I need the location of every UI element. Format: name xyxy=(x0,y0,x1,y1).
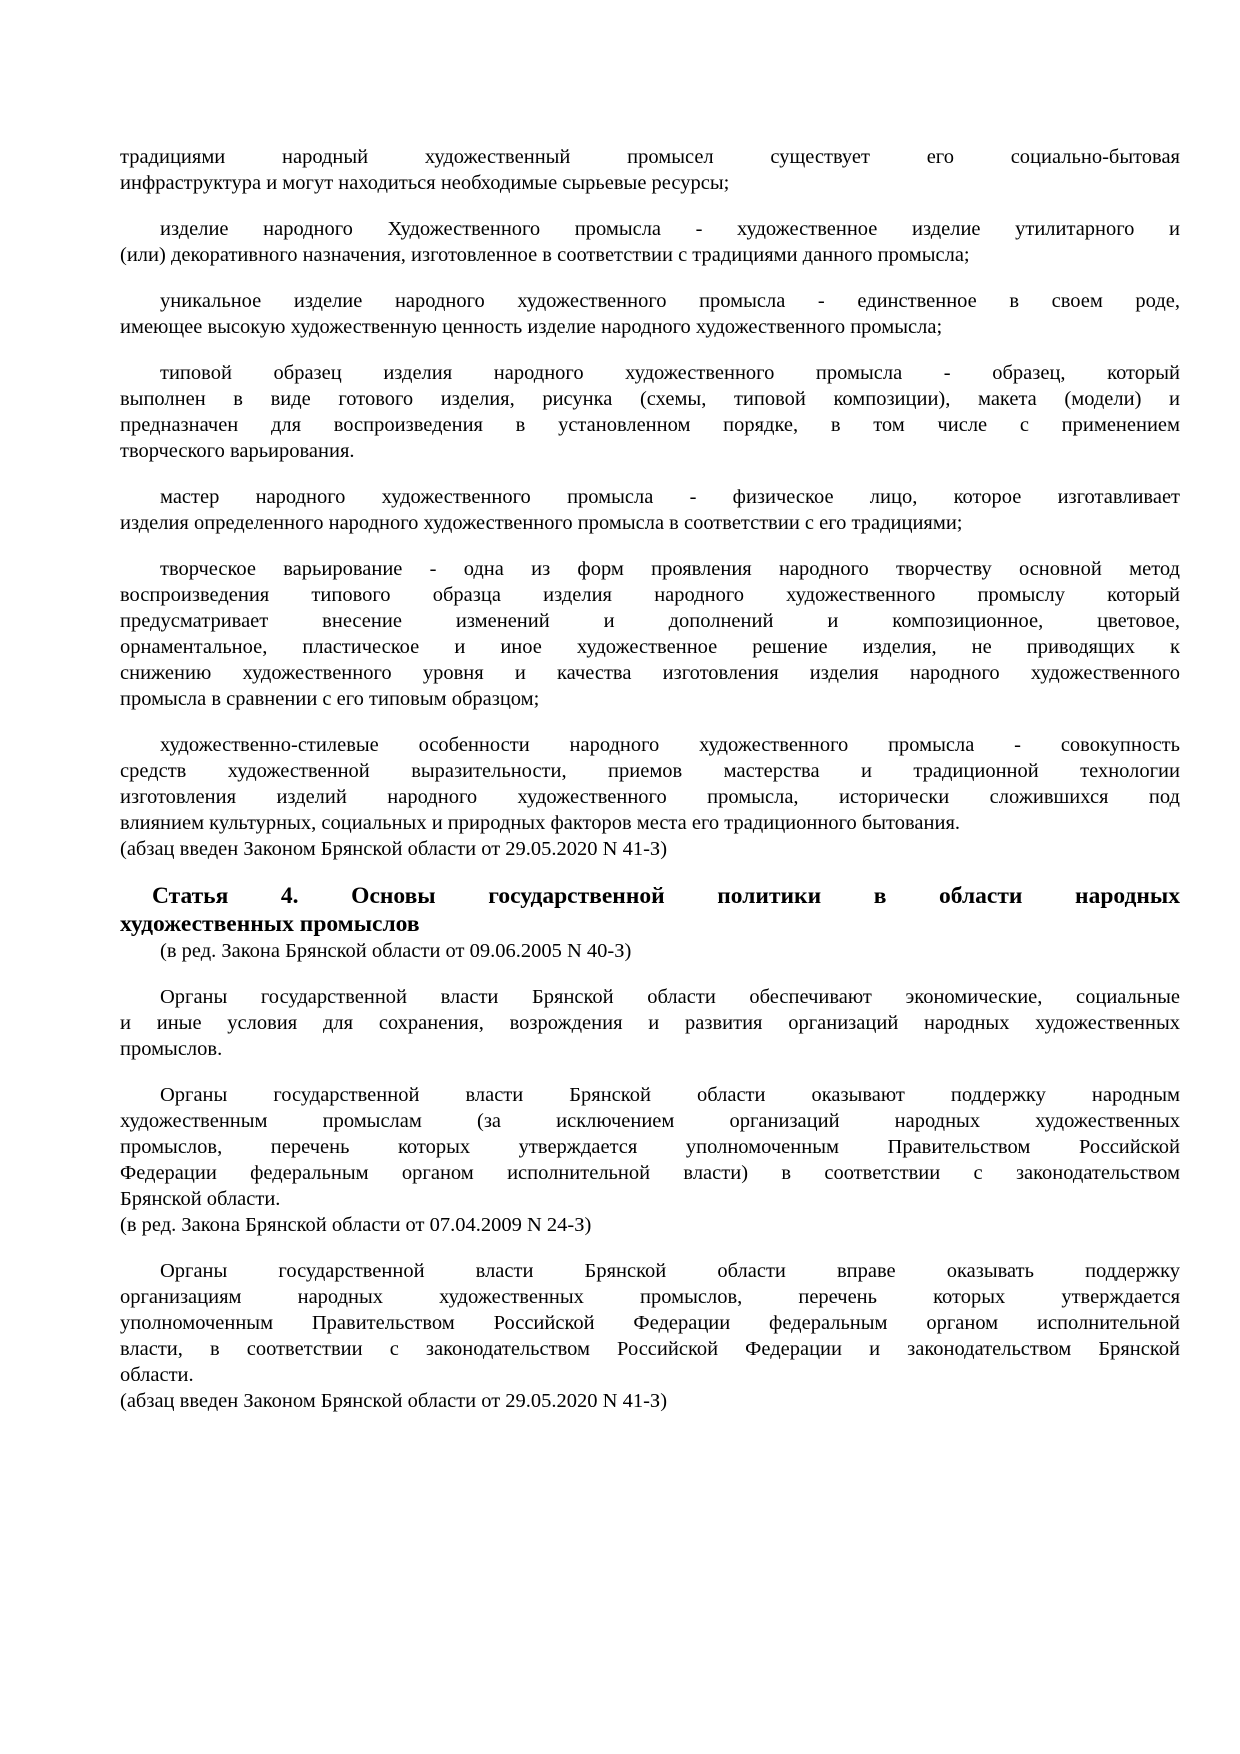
text-line: предусматривает внесение изменений и дополнений и композиционное, цветовое, xyxy=(120,610,1180,632)
text-line: изготовления изделий народного художественного промысла, исторически сложившихся под xyxy=(120,786,1180,808)
amendment-note: (в ред. Закона Брянской области от 07.04.2009 N 24-З) xyxy=(120,1214,592,1236)
paragraph xyxy=(120,144,1180,196)
article-heading xyxy=(120,882,1180,964)
text-line: орнаментальное, пластическое и иное художественное решение изделия, не приводящих к xyxy=(120,636,1180,658)
paragraph xyxy=(120,556,1180,712)
text-line: промыслов, перечень которых утверждается уполномоченным Правительством Российской xyxy=(120,1136,1180,1158)
text-line: уникальное изделие народного художественного промысла - единственное в своем роде, xyxy=(160,290,1180,312)
text-line: (или) декоративного назначения, изготовленное в соответствии с традициями данного промысла; xyxy=(120,244,970,266)
paragraph xyxy=(120,732,1180,862)
paragraph xyxy=(120,360,1180,464)
text-line: традициями народный художественный промысел существует его социально-бытовая xyxy=(120,146,1180,168)
text-line: творческого варьирования. xyxy=(120,440,355,462)
paragraph xyxy=(120,1258,1180,1414)
text-line: Органы государственной власти Брянской области оказывают поддержку народным xyxy=(160,1084,1180,1106)
text-line: изделие народного Художественного промысла - художественное изделие утилитарного и xyxy=(160,218,1180,240)
text-line: Федерации федеральным органом исполнительной власти) в соответствии с законодательством xyxy=(120,1162,1180,1184)
text-line: мастер народного художественного промысла - физическое лицо, которое изготавливает xyxy=(160,486,1180,508)
paragraph xyxy=(120,288,1180,340)
text-line: промыслов. xyxy=(120,1038,223,1060)
amendment-note: (абзац введен Законом Брянской области от 29.05.2020 N 41-З) xyxy=(120,1390,668,1412)
text-line: выполнен в виде готового изделия, рисунка (схемы, типовой композиции), макета (модели) и xyxy=(120,388,1180,410)
text-line: промысла в сравнении с его типовым образцом; xyxy=(120,688,540,710)
text-line: имеющее высокую художественную ценность изделие народного художественного промысла; xyxy=(120,316,943,338)
text-line: изделия определенного народного художественного промысла в соответствии с его традициями; xyxy=(120,512,963,534)
heading-line: художественных промыслов xyxy=(120,911,420,937)
paragraph xyxy=(120,216,1180,268)
amendment-note: (абзац введен Законом Брянской области от 29.05.2020 N 41-З) xyxy=(120,838,668,860)
paragraph xyxy=(120,484,1180,536)
text-line: организациям народных художественных промыслов, перечень которых утверждается xyxy=(120,1286,1180,1308)
text-line: предназначен для воспроизведения в установленном порядке, в том числе с применением xyxy=(120,414,1180,436)
text-line: снижению художественного уровня и качества изготовления изделия народного художественного xyxy=(120,662,1180,684)
text-line: Брянской области. xyxy=(120,1188,281,1210)
text-line: художественным промыслам (за исключением организаций народных художественных xyxy=(120,1110,1180,1132)
text-line: и иные условия для сохранения, возрождения и развития организаций народных художественных xyxy=(120,1012,1180,1034)
paragraph xyxy=(120,1082,1180,1238)
text-line: уполномоченным Правительством Российской Федерации федеральным органом исполнительной xyxy=(120,1312,1180,1334)
text-line: власти, в соответствии с законодательством Российской Федерации и законодательством Брянской xyxy=(120,1338,1180,1360)
document-page xyxy=(120,144,1180,1434)
text-line: воспроизведения типового образца изделия народного художественного промыслу который xyxy=(120,584,1180,606)
heading-line: Статья 4. Основы государственной политики в области народных xyxy=(152,883,1180,909)
text-line: области. xyxy=(120,1364,194,1386)
text-line: влиянием культурных, социальных и природных факторов места его традиционного бытования. xyxy=(120,812,960,834)
text-line: Органы государственной власти Брянской области вправе оказывать поддержку xyxy=(160,1260,1180,1282)
amendment-note: (в ред. Закона Брянской области от 09.06.2005 N 40-З) xyxy=(160,940,632,962)
text-line: творческое варьирование - одна из форм проявления народного творчеству основной метод xyxy=(160,558,1180,580)
text-line: художественно-стилевые особенности народного художественного промысла - совокупность xyxy=(160,734,1180,756)
text-line: средств художественной выразительности, приемов мастерства и традиционной технологии xyxy=(120,760,1180,782)
text-line: Органы государственной власти Брянской области обеспечивают экономические, социальные xyxy=(160,986,1180,1008)
text-line: инфраструктура и могут находиться необходимые сырьевые ресурсы; xyxy=(120,172,730,194)
text-line: типовой образец изделия народного художественного промысла - образец, который xyxy=(160,362,1180,384)
paragraph xyxy=(120,984,1180,1062)
